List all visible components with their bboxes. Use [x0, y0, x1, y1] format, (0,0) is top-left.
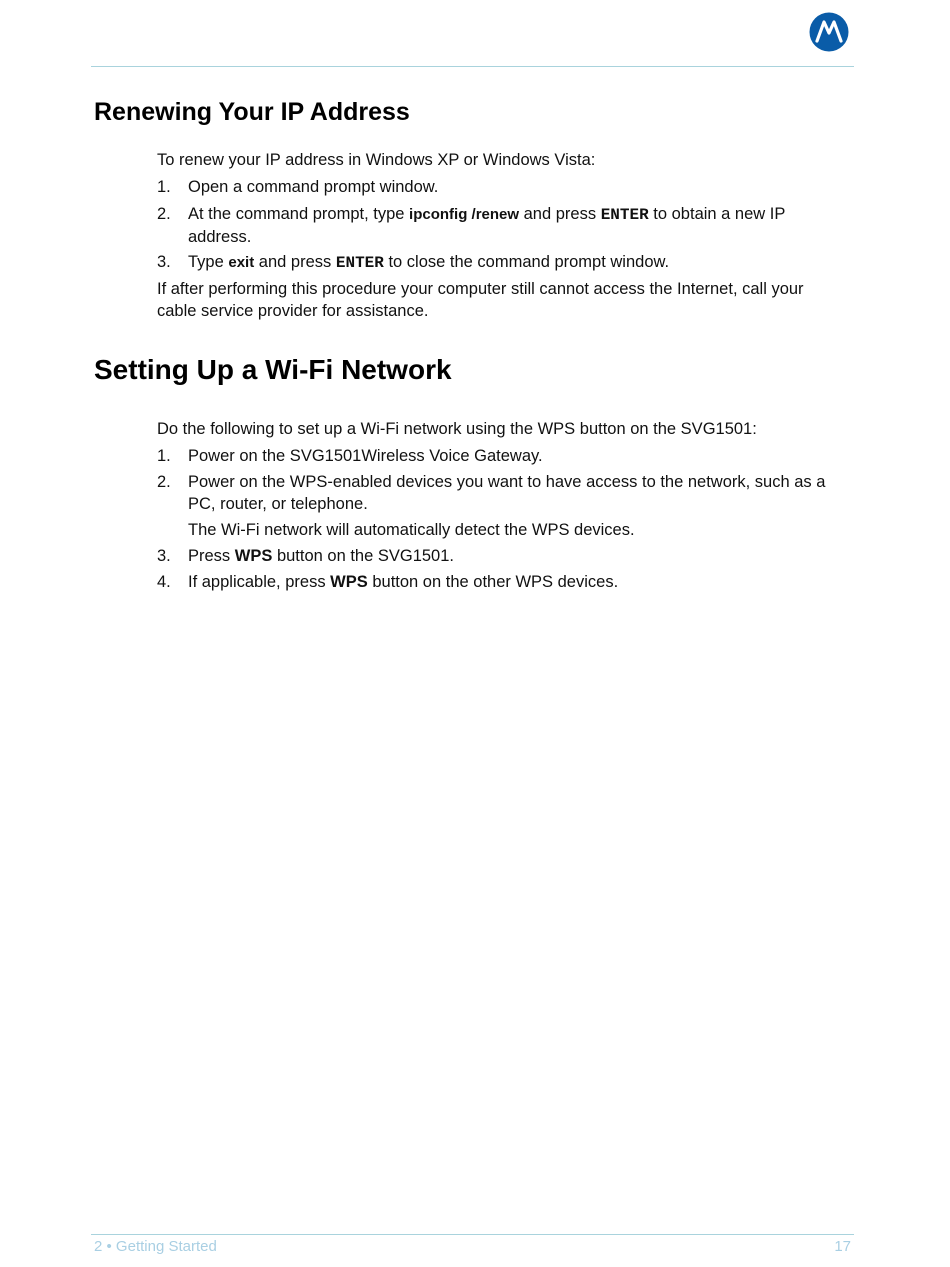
section1-closing: If after performing this procedure your computer still cannot access the Internet, call your cable service provider for assistance.: [157, 280, 804, 320]
step-text: Type exit and press ENTER to close the command prompt window.: [188, 253, 670, 272]
step-number: 3.: [157, 253, 171, 271]
section-title-renewing-ip: Renewing Your IP Address: [94, 98, 410, 126]
step-text: If applicable, press WPS button on the other WPS devices.: [188, 573, 619, 591]
key-name: ENTER: [600, 206, 649, 224]
step-number: 4.: [157, 573, 171, 591]
footer-chapter: 2 • Getting Started: [94, 1238, 217, 1255]
step-text: Power on the WPS-enabled devices you want to have access to the network, such as a PC, router, or telephone.: [188, 473, 826, 513]
step-text: Open a command prompt window.: [188, 178, 439, 196]
step-note-text: The Wi-Fi network will automatically detect the WPS devices.: [188, 521, 635, 539]
step-number: 1.: [157, 178, 171, 196]
command-text: exit: [228, 254, 255, 271]
button-name: WPS: [234, 547, 273, 565]
section2-intro: Do the following to set up a Wi-Fi network using the WPS button on the SVG1501:: [157, 420, 757, 438]
step-number: 2.: [157, 205, 171, 223]
footer-rule: [91, 1234, 854, 1235]
motorola-logo-icon: [809, 12, 849, 52]
step-text: Power on the SVG1501Wireless Voice Gateway.: [188, 447, 543, 465]
step-text: At the command prompt, type ipconfig /renew and press ENTER to obtain a new IP address.: [188, 205, 786, 246]
key-name: ENTER: [335, 254, 384, 272]
footer-page-number: 17: [834, 1238, 851, 1255]
step-number: 3.: [157, 547, 171, 565]
section1-intro: To renew your IP address in Windows XP or Windows Vista:: [157, 151, 596, 169]
button-name: WPS: [330, 573, 368, 591]
step-number: 2.: [157, 473, 171, 491]
step-number: 1.: [157, 447, 171, 465]
command-text: ipconfig /renew: [409, 206, 520, 223]
step-text: Press WPS button on the SVG1501.: [188, 547, 454, 565]
header-rule: [91, 66, 854, 67]
section-title-wifi-network: Setting Up a Wi-Fi Network: [94, 354, 452, 385]
